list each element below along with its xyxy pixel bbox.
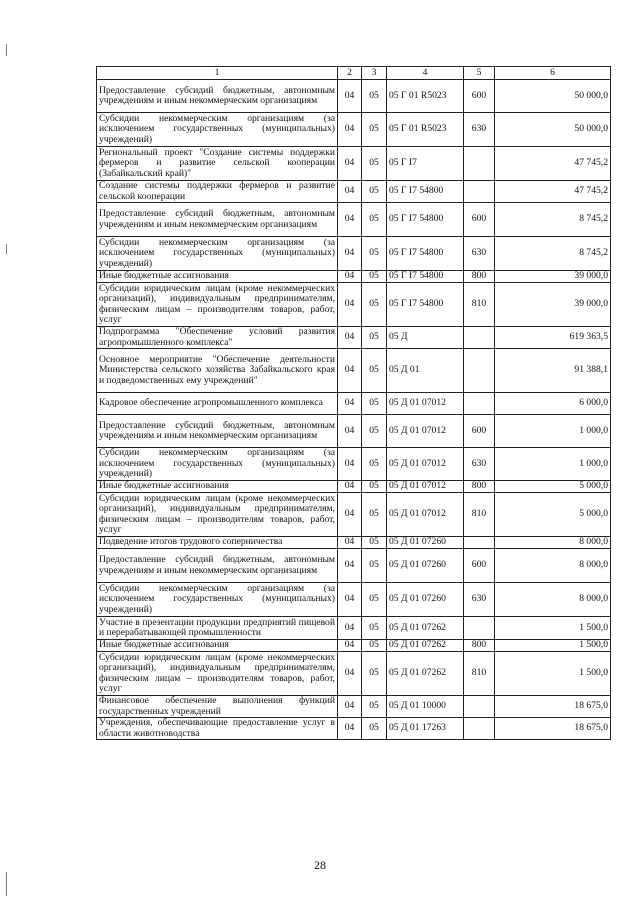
row-target-article: 05 Д 01 07262 (387, 640, 464, 652)
row-section: 04 (338, 549, 362, 583)
row-expense-type (464, 349, 495, 393)
table-row (97, 80, 611, 113)
row-subsection: 05 (362, 493, 387, 537)
row-subsection: 05 (362, 537, 387, 549)
table-row (97, 718, 611, 740)
page-number: 28 (314, 858, 326, 872)
header-col-1: 1 (97, 67, 338, 80)
row-expense-type: 630 (464, 448, 495, 481)
table-row (97, 181, 611, 203)
row-subsection: 05 (362, 393, 387, 415)
row-amount: 1 000,0 (495, 415, 611, 448)
row-target-article: 05 Д 01 07012 (387, 415, 464, 448)
table-row (97, 327, 611, 349)
row-expense-type: 600 (464, 80, 495, 113)
row-amount: 39 000,0 (495, 271, 611, 283)
row-amount: 39 000,0 (495, 283, 611, 327)
row-amount: 47 745,2 (495, 181, 611, 203)
row-amount: 5 000,0 (495, 481, 611, 493)
table-body (97, 80, 611, 740)
row-subsection: 05 (362, 327, 387, 349)
row-name: Учреждения, обеспечивающие предоставление услуг в области животноводства (97, 718, 338, 740)
row-expense-type (464, 327, 495, 349)
row-subsection: 05 (362, 652, 387, 696)
table-row (97, 393, 611, 415)
row-amount: 1 500,0 (495, 652, 611, 696)
budget-table (96, 66, 611, 740)
table-row (97, 481, 611, 493)
table-row (97, 237, 611, 271)
row-target-article: 05 Д 01 17263 (387, 718, 464, 740)
row-section: 04 (338, 237, 362, 271)
row-subsection: 05 (362, 617, 387, 640)
row-section: 04 (338, 696, 362, 718)
row-amount: 50 000,0 (495, 80, 611, 113)
row-amount: 8 745,2 (495, 237, 611, 271)
row-name: Субсидии некоммерческим организациям (за исключением государственных (муниципальных) учреждений) (97, 113, 338, 147)
row-subsection: 05 (362, 696, 387, 718)
table-row (97, 549, 611, 583)
header-col-5: 5 (464, 67, 495, 80)
row-subsection: 05 (362, 237, 387, 271)
row-expense-type: 600 (464, 203, 495, 237)
row-subsection: 05 (362, 271, 387, 283)
row-section: 04 (338, 327, 362, 349)
row-section: 04 (338, 448, 362, 481)
row-expense-type (464, 393, 495, 415)
row-name: Субсидии юридическим лицам (кроме некоммерческих организаций), индивидуальным предпринимателям, физическим лицам – производителям товаров, работ, услуг (97, 283, 338, 327)
row-section: 04 (338, 583, 362, 617)
row-amount: 619 363,5 (495, 327, 611, 349)
row-target-article: 05 Д 01 07012 (387, 481, 464, 493)
row-amount: 1 500,0 (495, 640, 611, 652)
header-col-3: 3 (362, 67, 387, 80)
row-target-article: 05 Г I7 54800 (387, 237, 464, 271)
row-subsection: 05 (362, 349, 387, 393)
row-target-article: 05 Г I7 54800 (387, 203, 464, 237)
row-expense-type: 800 (464, 271, 495, 283)
table-row (97, 493, 611, 537)
row-section: 04 (338, 113, 362, 147)
row-subsection: 05 (362, 448, 387, 481)
row-name: Финансовое обеспечение выполнения функций государственных учреждений (97, 696, 338, 718)
table-row (97, 349, 611, 393)
row-target-article: 05 Д 01 07262 (387, 652, 464, 696)
row-expense-type (464, 617, 495, 640)
row-amount: 1 500,0 (495, 617, 611, 640)
header-col-6: 6 (495, 67, 611, 80)
row-section: 04 (338, 349, 362, 393)
row-target-article: 05 Д 01 07012 (387, 448, 464, 481)
row-name: Субсидии юридическим лицам (кроме некоммерческих организаций), индивидуальным предпринимателям, физическим лицам – производителям товаров, работ, услуг (97, 652, 338, 696)
row-expense-type: 810 (464, 652, 495, 696)
row-amount: 5 000,0 (495, 493, 611, 537)
row-amount: 1 000,0 (495, 448, 611, 481)
row-expense-type (464, 537, 495, 549)
row-amount: 50 000,0 (495, 113, 611, 147)
row-expense-type (464, 696, 495, 718)
row-subsection: 05 (362, 718, 387, 740)
row-subsection: 05 (362, 181, 387, 203)
row-expense-type: 600 (464, 549, 495, 583)
row-subsection: 05 (362, 583, 387, 617)
row-target-article: 05 Г 01 R5023 (387, 113, 464, 147)
row-target-article: 05 Д 01 (387, 349, 464, 393)
table-row (97, 448, 611, 481)
row-subsection: 05 (362, 283, 387, 327)
row-target-article: 05 Г 01 R5023 (387, 80, 464, 113)
row-name: Подпрограмма "Обеспечение условий развития агропромышленного комплекса" (97, 327, 338, 349)
row-subsection: 05 (362, 203, 387, 237)
row-amount: 91 388,1 (495, 349, 611, 393)
row-name: Предоставление субсидий бюджетным, автономным учреждениям и иным некоммерческим организациям (97, 203, 338, 237)
table-row (97, 640, 611, 652)
row-target-article: 05 Д 01 07260 (387, 537, 464, 549)
row-target-article: 05 Г I7 (387, 147, 464, 181)
row-subsection: 05 (362, 481, 387, 493)
row-section: 04 (338, 181, 362, 203)
row-section: 04 (338, 271, 362, 283)
header-col-2: 2 (338, 67, 362, 80)
row-target-article: 05 Д 01 07260 (387, 583, 464, 617)
row-subsection: 05 (362, 640, 387, 652)
row-section: 04 (338, 203, 362, 237)
row-subsection: 05 (362, 147, 387, 181)
margin-mark (6, 244, 7, 254)
row-section: 04 (338, 415, 362, 448)
table-row (97, 271, 611, 283)
row-section: 04 (338, 80, 362, 113)
row-amount: 6 000,0 (495, 393, 611, 415)
row-target-article: 05 Д (387, 327, 464, 349)
table-row (97, 113, 611, 147)
row-expense-type: 630 (464, 583, 495, 617)
row-name: Предоставление субсидий бюджетным, автономным учреждениям и иным некоммерческим организациям (97, 415, 338, 448)
row-expense-type (464, 718, 495, 740)
row-name: Основное мероприятие "Обеспечение деятельности Министерства сельского хозяйства Забайкальского края и подведомственных ему учреждений" (97, 349, 338, 393)
row-subsection: 05 (362, 549, 387, 583)
header-col-4: 4 (387, 67, 464, 80)
row-target-article: 05 Д 01 07262 (387, 617, 464, 640)
row-amount: 47 745,2 (495, 147, 611, 181)
row-name: Предоставление субсидий бюджетным, автономным учреждениям и иным некоммерческим организациям (97, 80, 338, 113)
row-section: 04 (338, 537, 362, 549)
row-name: Субсидии юридическим лицам (кроме некоммерческих организаций), индивидуальным предпринимателям, физическим лицам – производителям товаров, работ, услуг (97, 493, 338, 537)
row-target-article: 05 Г I7 54800 (387, 283, 464, 327)
row-name: Участие в презентации продукции предприятий пищевой и перерабатывающей промышленности (97, 617, 338, 640)
row-name: Кадровое обеспечение агропромышленного комплекса (97, 393, 338, 415)
row-subsection: 05 (362, 80, 387, 113)
table-row (97, 415, 611, 448)
row-expense-type: 630 (464, 113, 495, 147)
table-row (97, 147, 611, 181)
row-amount: 8 745,2 (495, 203, 611, 237)
row-name: Предоставление субсидий бюджетным, автономным учреждениям и иным некоммерческим организациям (97, 549, 338, 583)
row-expense-type (464, 147, 495, 181)
row-section: 04 (338, 640, 362, 652)
row-name: Иные бюджетные ассигнования (97, 481, 338, 493)
row-subsection: 05 (362, 113, 387, 147)
table-row (97, 537, 611, 549)
row-amount: 18 675,0 (495, 696, 611, 718)
row-amount: 18 675,0 (495, 718, 611, 740)
row-name: Субсидии некоммерческим организациям (за исключением государственных (муниципальных) учреждений) (97, 583, 338, 617)
row-subsection: 05 (362, 415, 387, 448)
table-row (97, 617, 611, 640)
row-target-article: 05 Д 01 07260 (387, 549, 464, 583)
row-target-article: 05 Г I7 54800 (387, 271, 464, 283)
row-name: Создание системы поддержки фермеров и развитие сельской кооперации (97, 181, 338, 203)
row-section: 04 (338, 393, 362, 415)
row-amount: 8 000,0 (495, 537, 611, 549)
row-section: 04 (338, 493, 362, 537)
margin-mark (6, 44, 7, 56)
row-name: Подведение итогов трудового соперничества (97, 537, 338, 549)
row-expense-type: 810 (464, 493, 495, 537)
row-target-article: 05 Д 01 07012 (387, 493, 464, 537)
row-target-article: 05 Г I7 54800 (387, 181, 464, 203)
row-expense-type: 800 (464, 640, 495, 652)
table-row (97, 203, 611, 237)
row-name: Иные бюджетные ассигнования (97, 640, 338, 652)
row-target-article: 05 Д 01 07012 (387, 393, 464, 415)
row-section: 04 (338, 283, 362, 327)
row-amount: 8 000,0 (495, 549, 611, 583)
row-section: 04 (338, 147, 362, 181)
row-section: 04 (338, 652, 362, 696)
margin-mark (6, 872, 7, 896)
row-expense-type: 800 (464, 481, 495, 493)
row-expense-type: 600 (464, 415, 495, 448)
table-header-row (97, 67, 611, 80)
row-name: Региональный проект "Создание системы поддержки фермеров и развитие сельской кооперации (Забайкальский край)" (97, 147, 338, 181)
row-expense-type: 630 (464, 237, 495, 271)
row-section: 04 (338, 617, 362, 640)
row-expense-type (464, 181, 495, 203)
row-section: 04 (338, 718, 362, 740)
row-name: Субсидии некоммерческим организациям (за исключением государственных (муниципальных) учреждений) (97, 237, 338, 271)
row-name: Субсидии некоммерческим организациям (за исключением государственных (муниципальных) учреждений) (97, 448, 338, 481)
table-row (97, 283, 611, 327)
row-name: Иные бюджетные ассигнования (97, 271, 338, 283)
row-target-article: 05 Д 01 10000 (387, 696, 464, 718)
table-row (97, 652, 611, 696)
row-expense-type: 810 (464, 283, 495, 327)
row-section: 04 (338, 481, 362, 493)
table-row (97, 583, 611, 617)
table-row (97, 696, 611, 718)
row-amount: 8 000,0 (495, 583, 611, 617)
